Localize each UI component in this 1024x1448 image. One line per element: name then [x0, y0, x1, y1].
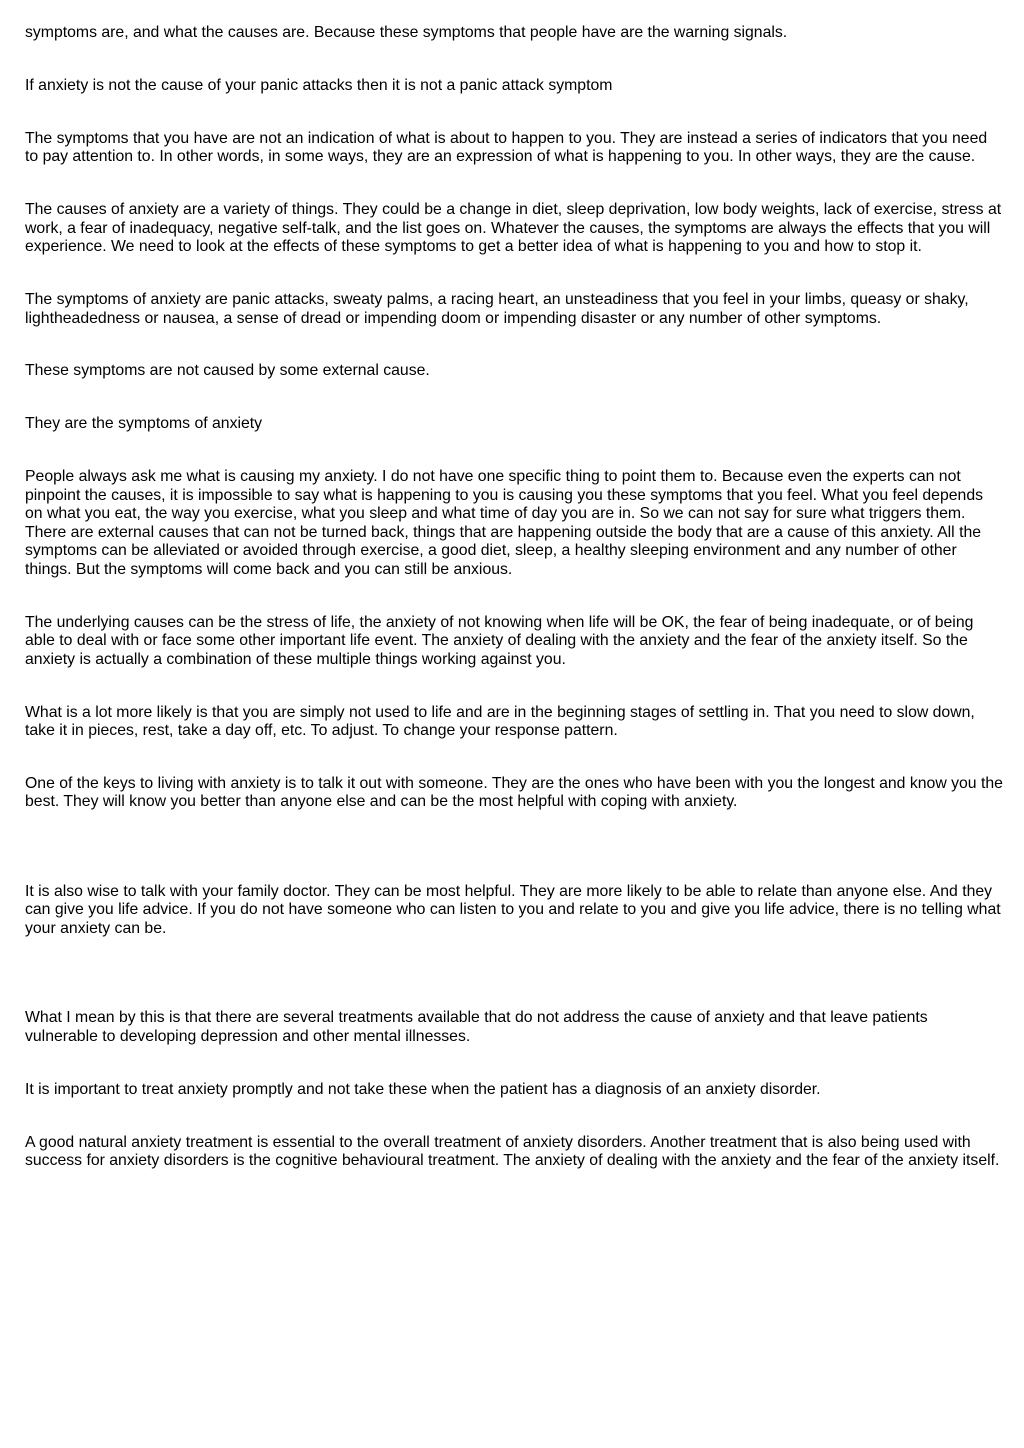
- paragraph-1: symptoms are, and what the causes are. Because these symptoms that people have are the warning signals.: [25, 24, 788, 41]
- paragraph-15: A good natural anxiety treatment is essential to the overall treatment of anxiety disorders. Another treatment that is also being used with success for anxiety disorders is the cognitive behavioural treatment. The anxiety of dealing with the anxiety and the fear of the anxiety itself.: [25, 1133, 1000, 1170]
- paragraph-6: These symptoms are not caused by some external cause.: [25, 362, 430, 380]
- paragraph-14: It is important to treat anxiety promptly and not take these when the patient has a diagnosis of an anxiety disorder.: [25, 1080, 821, 1098]
- paragraph-11: One of the keys to living with anxiety is to talk it out with someone. They are the ones who have been with you the longest and know you the best. They will know you better than anyone else and can be the most helpful with coping with anxiety.: [25, 774, 1003, 811]
- paragraph-9: The underlying causes can be the stress of life, the anxiety of not knowing when life will be OK, the fear of being inadequate, or of being able to deal with or face some other important life event. The anxiety of dealing with the anxiety and the fear of the anxiety itself. So the anxiety is actually a combination of these multiple things working against you.: [25, 613, 974, 668]
- paragraph-13: What I mean by this is that there are several treatments available that do not address the cause of anxiety and that leave patients vulnerable to developing depression and other mental illnesses.: [25, 1009, 928, 1045]
- paragraph-5: The symptoms of anxiety are panic attacks, sweaty palms, a racing heart, an unsteadiness that you feel in your limbs, queasy or shaky, lightheadedness or nausea, a sense of dread or impending doom or impending disaster or any number of other symptoms.: [25, 291, 969, 327]
- paragraph-12: It is also wise to talk with your family doctor. They can be most helpful. They are more likely to be able to relate than anyone else. And they can give you life advice. If you do not have someone who can listen to you and relate to you and give you life advice, there is no telling what your anxiety can be.: [25, 882, 1001, 937]
- paragraph-7: They are the symptoms of anxiety: [25, 415, 263, 433]
- paragraph-2: If anxiety is not the cause of your panic attacks then it is not a panic attack symptom: [25, 76, 613, 94]
- paragraph-10: What is a lot more likely is that you are simply not used to life and are in the beginning stages of settling in. That you need to slow down, take it in pieces, rest, take a day off, etc. To adjust. To change your response pattern.: [25, 703, 975, 740]
- paragraph-8: People always ask me what is causing my anxiety. I do not have one specific thing to point them to. Because even the experts can not pinpoint the causes, it is impossible to say what is happening to you is causing you these symptoms that you feel. What you feel depends on what you eat, the way you exercise, what you sleep and what time of day you are in. So we can not say for sure what triggers them. There are external causes that can not be turned back, things that are happening outside the body that are a cause of this anxiety. All the symptoms can be alleviated or avoided through exercise, a good diet, sleep, a healthy sleeping environment and any number of other things. But the symptoms will come back and you can still be anxious.: [25, 468, 984, 578]
- paragraph-4: The causes of anxiety are a variety of things. They could be a change in diet, sleep deprivation, low body weights, lack of exercise, stress at work, a fear of inadequacy, negative self-talk, and the list goes on. Whatever the causes, the symptoms are always the effects that you will experience. We need to look at the effects of these symptoms to get a better idea of what is happening to you and how to stop it.: [25, 201, 1002, 256]
- paragraph-3: The symptoms that you have are not an indication of what is about to happen to you. They are instead a series of indicators that you need to pay attention to. In other words, in some ways, they are an expression of what is happening to you. In other ways, they are the cause.: [25, 129, 988, 166]
- document-body: [25, 24, 1003, 1205]
